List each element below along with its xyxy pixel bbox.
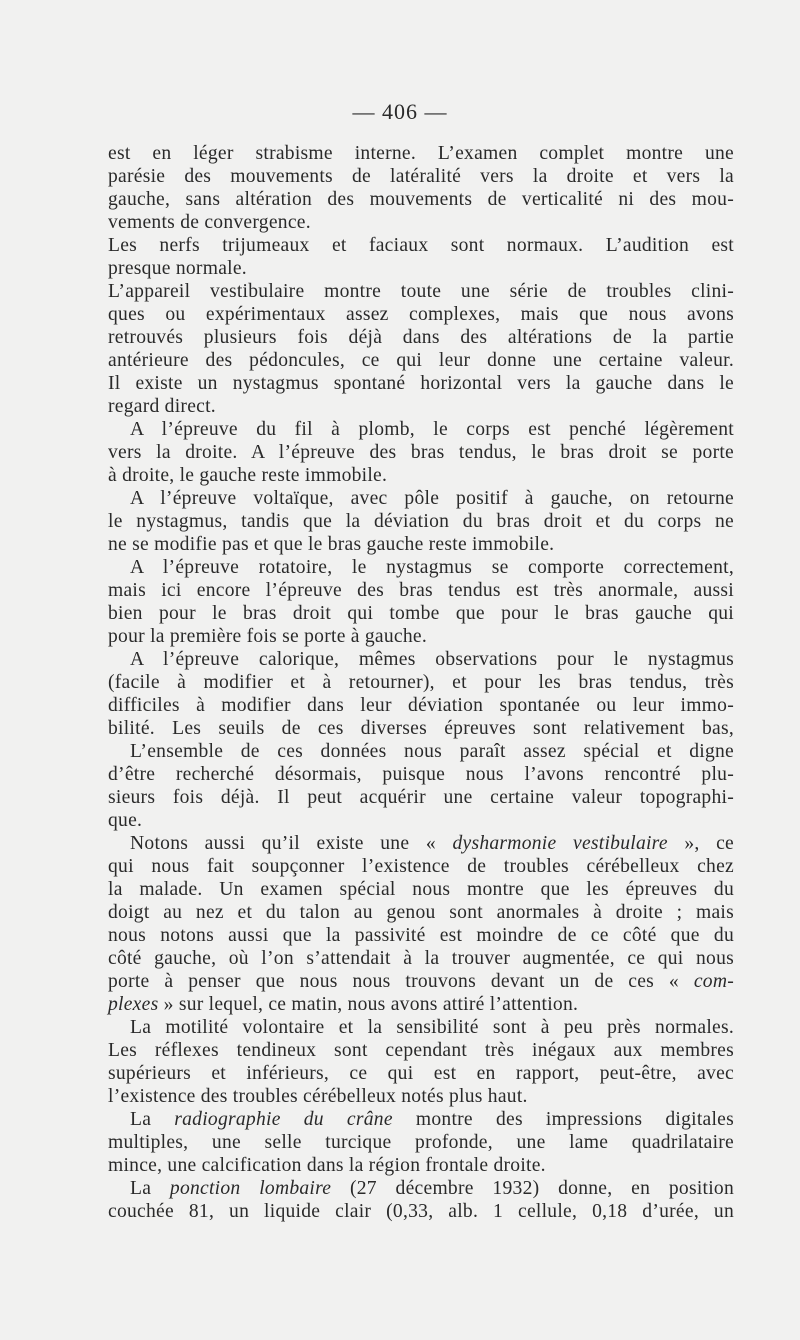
text-line: L’ensemble de ces données nous paraît assez spécial et digne (130, 741, 734, 762)
text-line: est en léger strabisme interne. L’examen complet montre une (108, 143, 734, 164)
text-line: antérieure des pédoncules, ce qui leur donne une certaine valeur. (108, 350, 734, 371)
text-line: la malade. Un examen spécial nous montre que les épreuves du (108, 879, 734, 900)
page-number: — 406 — (352, 99, 448, 124)
text-line: ne se modifie pas et que le bras gauche reste immobile. (108, 534, 555, 555)
text-line: multiples, une selle turcique profonde, une lame quadrilataire (108, 1132, 734, 1153)
text-line: sieurs fois déjà. Il peut acquérir une certaine valeur topographi- (108, 787, 734, 808)
text-line: mais ici encore l’épreuve des bras tendus est très anormale, aussi (108, 580, 734, 601)
text-line: l’existence des troubles cérébelleux notés plus haut. (108, 1086, 528, 1107)
text-line: difficiles à modifier dans leur déviation spontanée ou leur immo- (108, 695, 734, 716)
text-line: A l’épreuve rotatoire, le nystagmus se comporte correctement, (130, 557, 734, 578)
text-line: côté gauche, où l’on s’attendait à la trouver augmentée, ce qui nous (108, 948, 734, 969)
text-line: mince, une calcification dans la région frontale droite. (108, 1155, 546, 1176)
paragraph (108, 1177, 734, 1223)
text-line: plexes » sur lequel, ce matin, nous avons attiré l’attention. (108, 994, 579, 1015)
text-line: vers la droite. A l’épreuve des bras tendus, le bras droit se porte (108, 442, 734, 463)
text-line: bilité. Les seuils de ces diverses épreuves sont relativement bas, (108, 718, 734, 739)
text-line: bien pour le bras droit qui tombe que pour le bras gauche qui (108, 603, 734, 624)
text-line: vements de convergence. (108, 212, 311, 233)
text-body (108, 142, 734, 1223)
paragraph (108, 832, 734, 1016)
paragraph (108, 648, 734, 740)
text-line: presque normale. (108, 258, 247, 279)
paragraph (108, 487, 734, 556)
text-line: porte à penser que nous nous trouvons devant un de ces « com- (108, 971, 734, 992)
paragraph (108, 1016, 734, 1108)
text-line: L’appareil vestibulaire montre toute une série de troubles clini- (108, 281, 734, 302)
text-line: supérieurs et inférieurs, ce qui est en rapport, peut-être, avec (108, 1063, 734, 1084)
text-line: pour la première fois se porte à gauche. (108, 626, 428, 647)
text-line: d’être recherché désormais, puisque nous l’avons rencontré plu- (108, 764, 734, 785)
text-line: couchée 81, un liquide clair (0,33, alb. 1 cellule, 0,18 d’urée, un (108, 1201, 734, 1222)
paragraph (108, 234, 734, 280)
text-line: retrouvés plusieurs fois déjà dans des altérations de la partie (108, 327, 734, 348)
paragraph (108, 280, 734, 418)
paragraph (108, 142, 734, 234)
text-line: doigt au nez et du talon au genou sont anormales à droite ; mais (108, 902, 734, 923)
text-line: que. (108, 810, 143, 831)
text-line: A l’épreuve du fil à plomb, le corps est penché légèrement (130, 419, 734, 440)
text-line: La motilité volontaire et la sensibilité sont à peu près normales. (130, 1017, 734, 1038)
text-line: A l’épreuve voltaïque, avec pôle positif à gauche, on retourne (130, 488, 734, 509)
text-line: Les nerfs trijumeaux et faciaux sont normaux. L’audition est (108, 235, 734, 256)
text-line: gauche, sans altération des mouvements de verticalité ni des mou- (108, 189, 734, 210)
text-line: qui nous fait soupçonner l’existence de troubles cérébelleux chez (108, 856, 734, 877)
text-line: A l’épreuve calorique, mêmes observations pour le nystagmus (130, 649, 734, 670)
text-line: regard direct. (108, 396, 216, 417)
text-line: La ponction lombaire (27 décembre 1932) donne, en position (130, 1178, 734, 1199)
text-line: nous notons aussi que la passivité est moindre de ce côté que du (108, 925, 734, 946)
paragraph (108, 1108, 734, 1177)
paragraph (108, 740, 734, 832)
text-line: parésie des mouvements de latéralité vers la droite et vers la (108, 166, 734, 187)
text-line: à droite, le gauche reste immobile. (108, 465, 388, 486)
text-line: (facile à modifier et à retourner), et pour les bras tendus, très (108, 672, 734, 693)
text-line: ques ou expérimentaux assez complexes, mais que nous avons (108, 304, 734, 325)
text-line: Il existe un nystagmus spontané horizontal vers la gauche dans le (108, 373, 734, 394)
text-line: La radiographie du crâne montre des impressions digitales (130, 1109, 734, 1130)
paragraph (108, 418, 734, 487)
text-line: Notons aussi qu’il existe une « dysharmonie vestibulaire », ce (130, 833, 734, 854)
paragraph (108, 556, 734, 648)
text-line: Les réflexes tendineux sont cependant très inégaux aux membres (108, 1040, 734, 1061)
text-line: le nystagmus, tandis que la déviation du bras droit et du corps ne (108, 511, 734, 532)
